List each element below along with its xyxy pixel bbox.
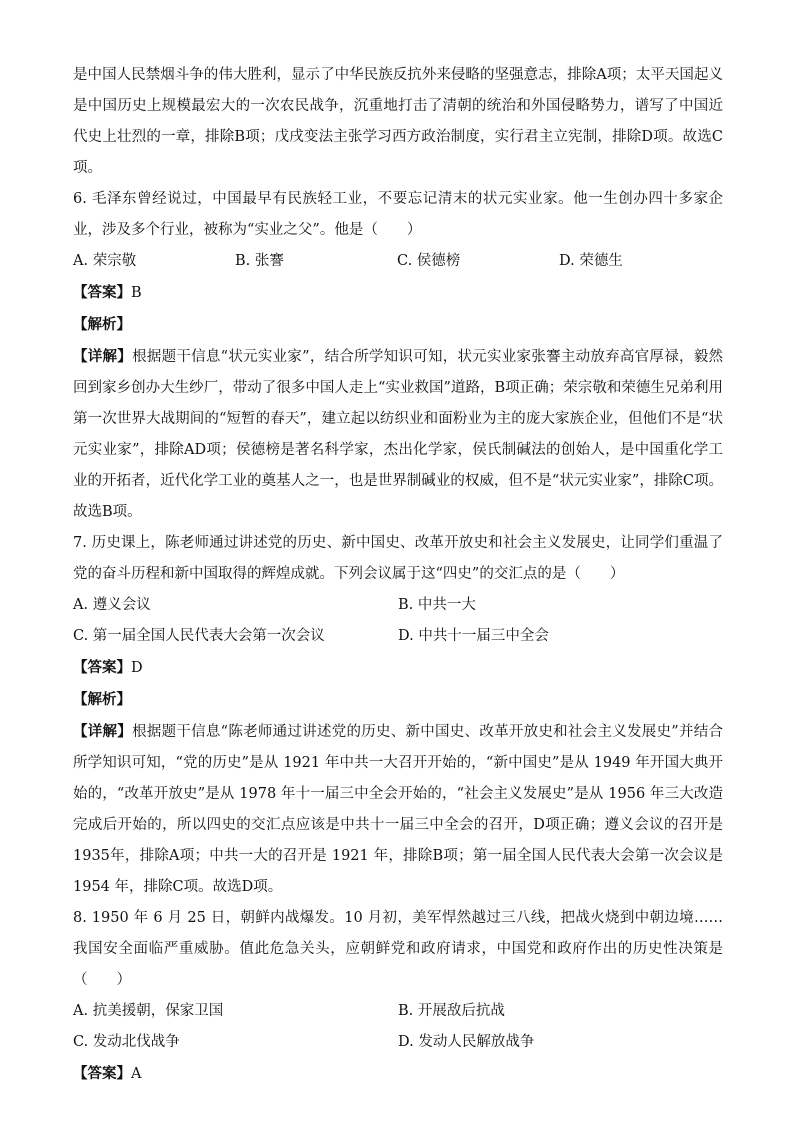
q6-answer-line — [73, 277, 723, 309]
q7-options-row2 — [73, 621, 723, 652]
q8-stem: 8. 1950 年 6 月 25 日，朝鲜内战爆发。10 月初，美军悍然越过三八线，把战火烧到中朝边境……我国安全面临严重威胁。值此危急关头，应朝鲜党和政府请求，中国党和政府作出的历史性决策是（ ） — [73, 910, 723, 988]
document-page — [73, 60, 723, 1090]
q7-detail — [73, 716, 723, 903]
q6-detail — [73, 341, 723, 528]
q6-analysis-line — [73, 309, 723, 341]
q8-answer-line — [73, 1058, 723, 1090]
q7-analysis-line — [73, 684, 723, 716]
q7-answer-tag: 【答案】 — [73, 659, 131, 676]
q6-detail-text: 根据题干信息“状元实业家”，结合所学知识可知，状元实业家张謇主动放弃高官厚禄，毅然回到家乡创办大生纱厂，带动了很多中国人走上“实业救国”道路，B项正确；荣宗敬和荣德生兄弟利用第一次世界大战期间的“短暂的春天”，建立起以纺织业和面粉业为主的庞大家族企业，但他们不是“状元实业家”，排除AD项；侯德榜是著名科学家，杰出化学家，侯氏制碱法的创始人，是中国重化学工业的开拓者，近代化学工业的奠基人之一，也是世界制碱业的权威，但不是“状元实业家”，排除C项。故选B项。 — [73, 349, 723, 520]
q8-options-row1 — [73, 996, 723, 1027]
q7-answer-line — [73, 652, 723, 684]
q6-analysis-tag: 【解析】 — [73, 316, 131, 333]
q8-option-b: B. 开展敌后抗战 — [398, 1003, 505, 1019]
q8-option-d: D. 发动人民解放战争 — [398, 1034, 535, 1050]
q7-analysis-tag: 【解析】 — [73, 691, 131, 708]
q6-answer: B — [131, 285, 142, 301]
q7-stem: 7. 历史课上，陈老师通过讲述党的历史、新中国史、改革开放史和社会主义发展史，让同学们重温了党的奋斗历程和新中国取得的辉煌成就。下列会议属于这“四史”的交汇点的是（ ） — [73, 535, 723, 582]
q6-options — [73, 246, 723, 277]
q8-answer: A — [131, 1066, 142, 1082]
q8-option-a: A. 抗美援朝，保家卫国 — [73, 1003, 224, 1019]
q8-option-c: C. 发动北伐战争 — [73, 1034, 180, 1050]
q7-option-c: C. 第一届全国人民代表大会第一次会议 — [73, 628, 325, 644]
q7-answer: D — [131, 660, 143, 676]
q6-option-a: A. 荣宗敬 — [73, 253, 137, 269]
q6-option-d: D. 荣德生 — [559, 253, 623, 269]
q8-options-row2 — [73, 1027, 723, 1058]
q6-option-c: C. 侯德榜 — [397, 253, 461, 269]
q6-detail-tag: 【详解】 — [73, 348, 133, 365]
q7-options-row1 — [73, 590, 723, 621]
q7-detail-tag: 【详解】 — [73, 723, 133, 740]
q6-stem: 6. 毛泽东曾经说过，中国最早有民族轻工业，不要忘记清末的状元实业家。他一生创办四十多家企业，涉及多个行业，被称为“实业之父”。他是（ ） — [73, 191, 723, 238]
q8-answer-tag: 【答案】 — [73, 1065, 131, 1082]
q7-detail-text: 根据题干信息“陈老师通过讲述党的历史、新中国史、改革开放史和社会主义发展史”并结合所学知识可知，“党的历史”是从 1921 年中共一大召开开始的，“新中国史”是从 1949 年开国大典开始的，“改革开放史”是从 1978 年十一届三中全会开始的，“社会主义发展史”是从 1956 年三大改造完成后开始的，所以四史的交汇点应该是中共十一届三中全会的召开，D项正确；遵义会议的召开是1935年，排除A项；中共一大的召开是 1921 年，排除B项；第一届全国人民代表大会第一次会议是 1954 年，排除C项。故选D项。 — [73, 724, 723, 895]
prev-question-explanation: 是中国人民禁烟斗争的伟大胜利，显示了中华民族反抗外来侵略的坚强意志，排除A项；太平天国起义是中国历史上规模最宏大的一次农民战争，沉重地打击了清朝的统治和外国侵略势力，谱写了中国近代史上壮烈的一章，排除B项；戊戌变法主张学习西方政治制度，实行君主立宪制，排除D项。故选C项。 — [73, 67, 723, 176]
q7-option-a: A. 遵义会议 — [73, 597, 151, 613]
q7-option-d: D. 中共十一届三中全会 — [398, 628, 549, 644]
q7-option-b: B. 中共一大 — [398, 597, 476, 613]
q6-option-b: B. 张謇 — [235, 253, 284, 269]
q6-answer-tag: 【答案】 — [73, 284, 131, 301]
